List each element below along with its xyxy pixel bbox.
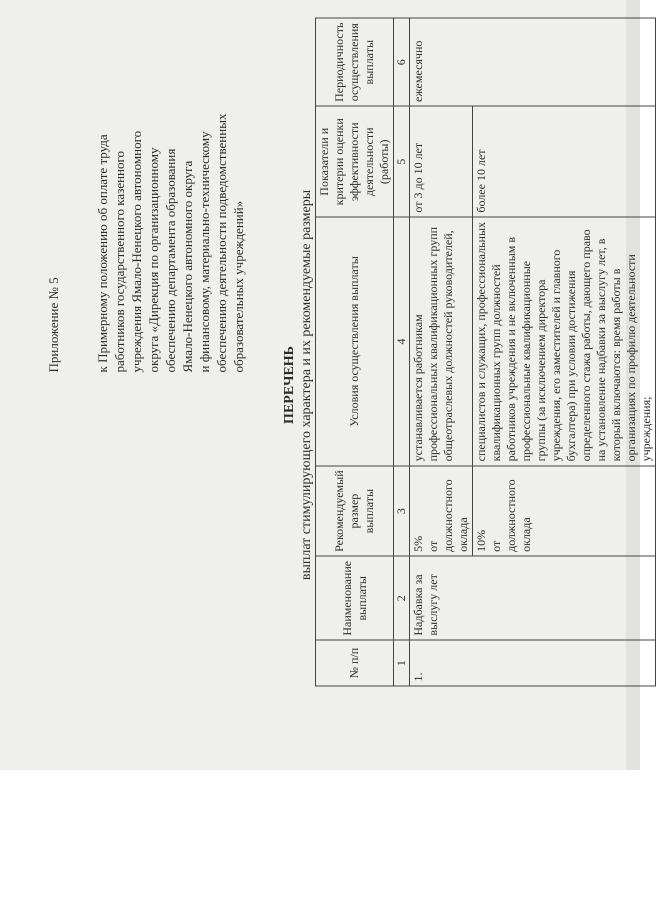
appendix-line: работников государственного казенного [112,150,127,373]
appendix-line: и финансовому, материально-техническому [197,131,212,373]
criteria-text: от 3 до 10 лет [410,106,473,217]
payment-name: Надбавка за выслугу лет [410,556,656,640]
header-cell: Условия осуществления выплаты [316,217,394,466]
condition-text: устанавливается работникам профессиональных квалификационных групп общеотраслевых должностей руководителей, [410,217,473,466]
header-cell: Периодичность осуществления выплаты [316,18,394,106]
column-number: 5 [394,106,410,217]
row-number: 1. [410,640,656,686]
payment-size-percent: 5% [411,535,425,552]
payments-table [315,18,656,687]
column-number: 2 [394,556,410,640]
table-header-row [316,18,394,686]
header-cell: Наименование выплаты [316,556,394,640]
payment-size-cell [473,466,656,557]
payment-size-cell [410,466,473,557]
rotated-page [15,18,653,753]
header-cell: Рекомендуемый размер выплаты [316,466,394,557]
criteria-text: более 10 лет [473,106,656,217]
appendix-line: округа «Дирекция по организационному [146,147,161,373]
appendix-line: учреждения Ямало-Ненецкого автономного [129,130,144,373]
payment-size-text: от должностного оклада [489,479,533,552]
appendix-line: обеспечению департамента образования [163,148,178,373]
appendix-block [45,43,247,373]
document-title [281,18,315,753]
column-number: 6 [394,18,410,106]
appendix-line: Ямало-Ненецкого автономного округа [180,160,195,373]
appendix-number: Приложение № 5 [46,277,61,373]
title-subheading: выплат стимулирующего характера и их рекомендуемые размеры [299,189,314,581]
column-number: 4 [394,217,410,466]
payment-size-percent: 10% [474,529,488,552]
table-row [410,18,473,686]
appendix-line: обеспечению деятельности подведомственных [214,113,229,373]
header-cell: Показатели и критерии оценки эффективности деятельности (работы) [316,106,394,217]
column-number: 3 [394,466,410,557]
title-heading: ПЕРЕЧЕНЬ [282,346,297,424]
header-cell: № п/п [316,640,394,686]
payment-size-text: от должностного оклада [426,479,470,552]
appendix-line: к Примерному положению об оплате труда [95,134,110,373]
column-number: 1 [394,640,410,686]
appendix-line: образовательных учреждений» [231,200,246,373]
payment-period: ежемесячно [410,18,656,106]
condition-text: специалистов и служащих, профессиональных квалификационных групп должностей работников учреждения и не включенным в профессиональные квалификационные группы (за исключением директора учреждения, его заместителей и главного бухгалтера) при условии достижения определенного стажа работы, дающего право на установление надбавки за выслугу лет, в который включаются: время работы в организациях по профилю деятельности учреждения; [473,217,656,466]
column-number-row [394,18,410,686]
